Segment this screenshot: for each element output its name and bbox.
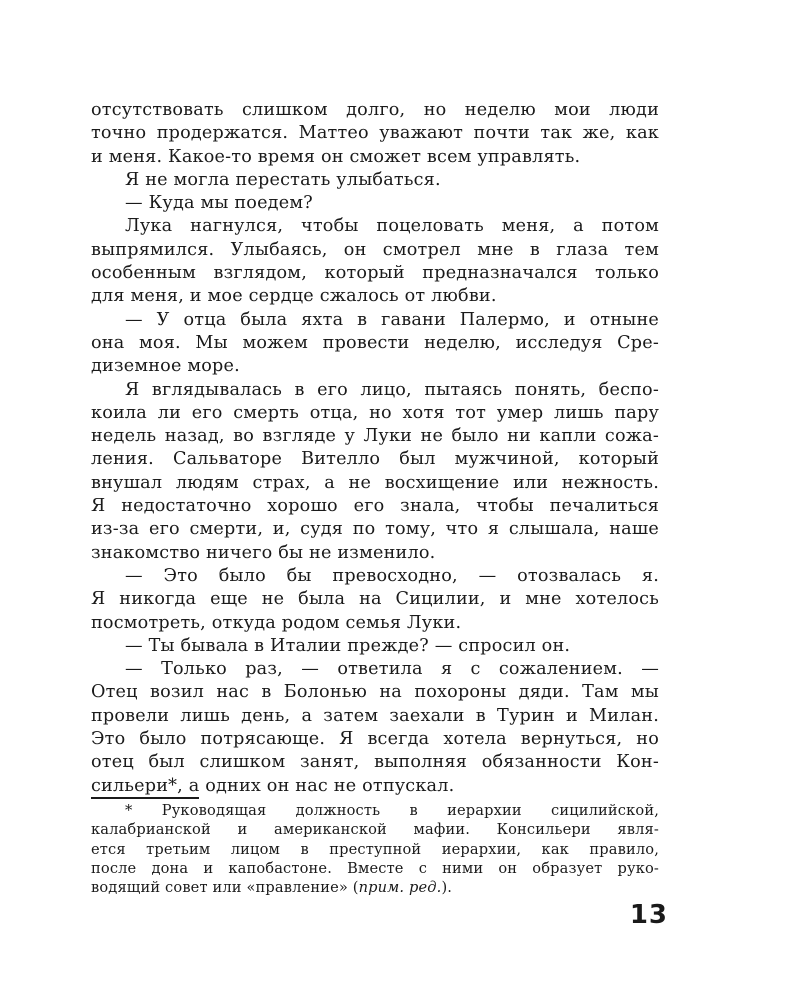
body-line: недель назад, во взгляде у Луки не было ни капли сожа-	[91, 426, 659, 447]
body-line: Я недостаточно хорошо его знала, чтобы печалиться	[91, 496, 659, 517]
footnote-line: водящий совет или «правление» (	[91, 879, 359, 897]
body-line: — Это было бы превосходно, — отозвалась я.	[125, 565, 659, 586]
body-line: внушал людям страх, а не восхищение или нежность.	[91, 472, 659, 493]
body-line: ления. Сальваторе Вителло был мужчиной, который	[91, 449, 659, 470]
body-line: Я не могла перестать улыбаться.	[125, 169, 441, 190]
body-line: провели лишь день, а затем заехали в Турин и Милан.	[91, 705, 659, 726]
footnote	[91, 801, 659, 897]
footnote-line: калабрианской и американской мафии. Консильери явля-	[91, 821, 659, 839]
body-line: Это было потрясающе. Я всегда хотела вернуться, но	[91, 729, 659, 750]
body-line: — Только раз, — ответила я с сожалением. —	[125, 659, 659, 680]
footnote-divider	[91, 797, 199, 799]
body-line: знакомство ничего бы не изменило.	[91, 542, 436, 563]
body-line: для меня, и мое сердце сжалось от любви.	[91, 286, 497, 307]
body-line: посмотреть, откуда родом семья Луки.	[91, 612, 462, 633]
body-line: она моя. Мы можем провести неделю, исследуя Сре-	[91, 332, 659, 353]
footnote-editor-note: прим. ред.	[358, 879, 442, 897]
body-line: Отец возил нас в Болонью на похороны дяди. Там мы	[91, 682, 659, 703]
body-line: Я никогда еще не была на Сицилии, и мне хотелось	[91, 589, 659, 610]
body-line: отец был слишком занят, выполняя обязанности Кон-	[91, 752, 659, 773]
body-line: Лука нагнулся, чтобы поцеловать меня, а потом	[125, 216, 659, 237]
body-line: и меня. Какое-то время он сможет всем управлять.	[91, 146, 581, 167]
body-line: сильери*, а одних он нас не отпускал.	[91, 775, 455, 796]
body-line: отсутствовать слишком долго, но неделю мои люди	[91, 100, 659, 120]
footnote-line: ется третьим лицом в преступной иерархии, как правило,	[91, 840, 659, 858]
body-line: точно продержатся. Маттео уважают почти так же, как	[91, 123, 659, 144]
body-text	[91, 99, 659, 798]
body-line: диземное море.	[91, 356, 240, 377]
footnote-closing: ).	[441, 879, 453, 897]
body-line: — Ты бывала в Италии прежде? — спросил он.	[125, 635, 571, 656]
body-line: коила ли его смерть отца, но хотя тот умер лишь пару	[91, 402, 659, 423]
footnote-line: * Руководящая должность в иерархии сицилийской,	[125, 802, 659, 819]
body-line: особенным взглядом, который предназначался только	[91, 263, 659, 284]
body-line: выпрямился. Улыбаясь, он смотрел мне в глаза тем	[91, 239, 659, 260]
body-line: — Куда мы поедем?	[125, 193, 313, 214]
body-line: Я вглядывалась в его лицо, пытаясь понять, беспо-	[125, 379, 659, 400]
footnote-last-line	[91, 878, 659, 897]
page-number: 13	[629, 900, 668, 930]
body-line: из-за его смерти, и, судя по тому, что я слышала, наше	[91, 519, 659, 540]
footnote-line: после дона и капобастоне. Вместе с ними он образует руко-	[91, 859, 659, 877]
body-line: — У отца была яхта в гавани Палермо, и отныне	[125, 309, 659, 330]
